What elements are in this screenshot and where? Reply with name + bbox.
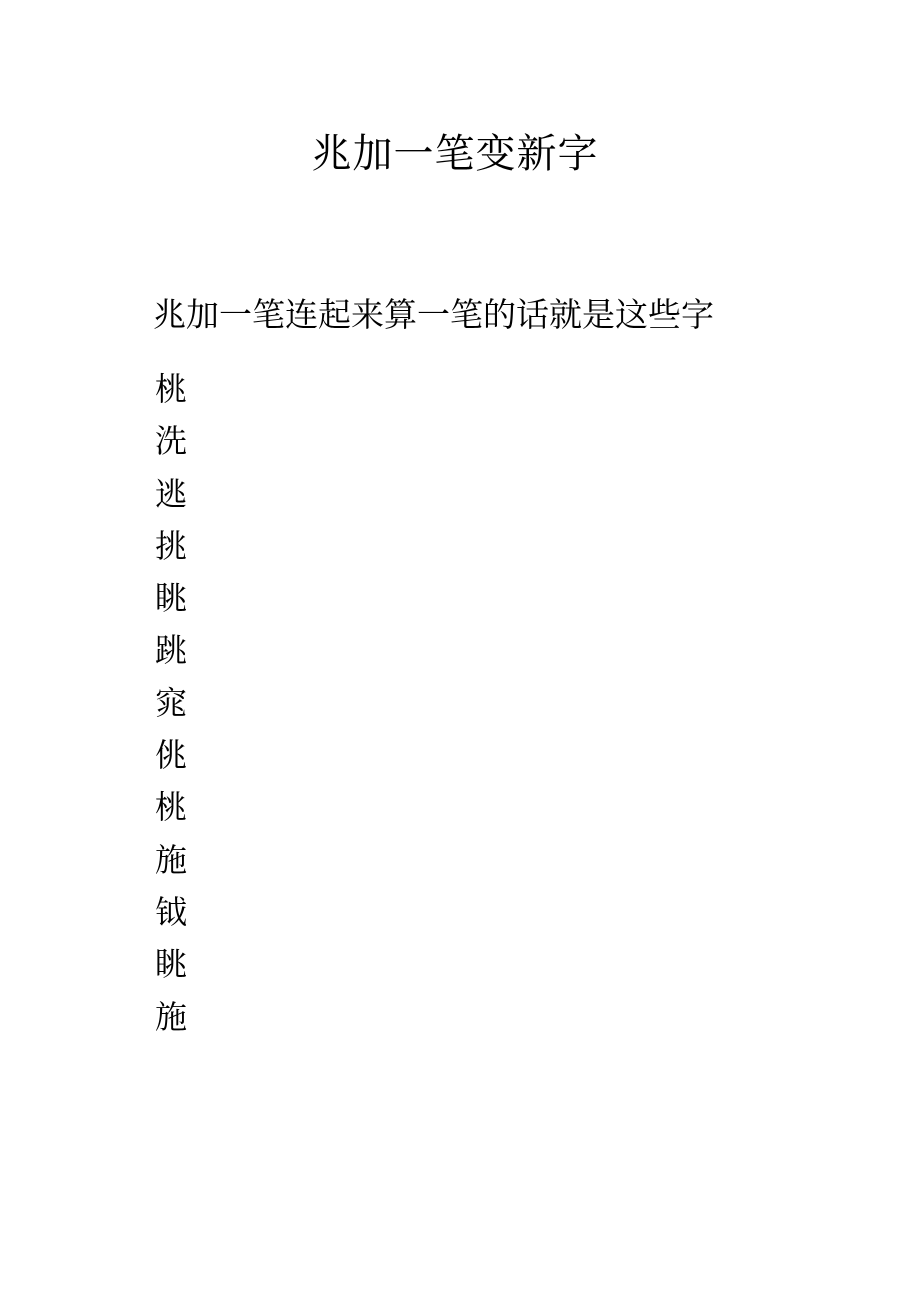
character-item: 挑 bbox=[155, 526, 188, 565]
character-item: 窕 bbox=[155, 683, 188, 722]
character-item: 桃 bbox=[155, 788, 188, 827]
character-list bbox=[155, 366, 187, 1046]
character-item: 眺 bbox=[155, 579, 188, 618]
character-item: 眺 bbox=[155, 945, 188, 984]
character-item: 施 bbox=[155, 997, 188, 1036]
character-item: 施 bbox=[155, 840, 188, 879]
character-item: 钺 bbox=[155, 892, 188, 931]
character-item: 桃 bbox=[155, 370, 188, 408]
character-item: 佻 bbox=[155, 736, 188, 775]
intro-text: 兆加一笔连起来算一笔的话就是这些字 bbox=[153, 295, 714, 334]
character-item: 跳 bbox=[155, 631, 188, 670]
document-title: 兆加一笔变新字 bbox=[311, 131, 599, 177]
character-item: 洗 bbox=[155, 422, 188, 461]
character-item: 逃 bbox=[155, 474, 188, 513]
